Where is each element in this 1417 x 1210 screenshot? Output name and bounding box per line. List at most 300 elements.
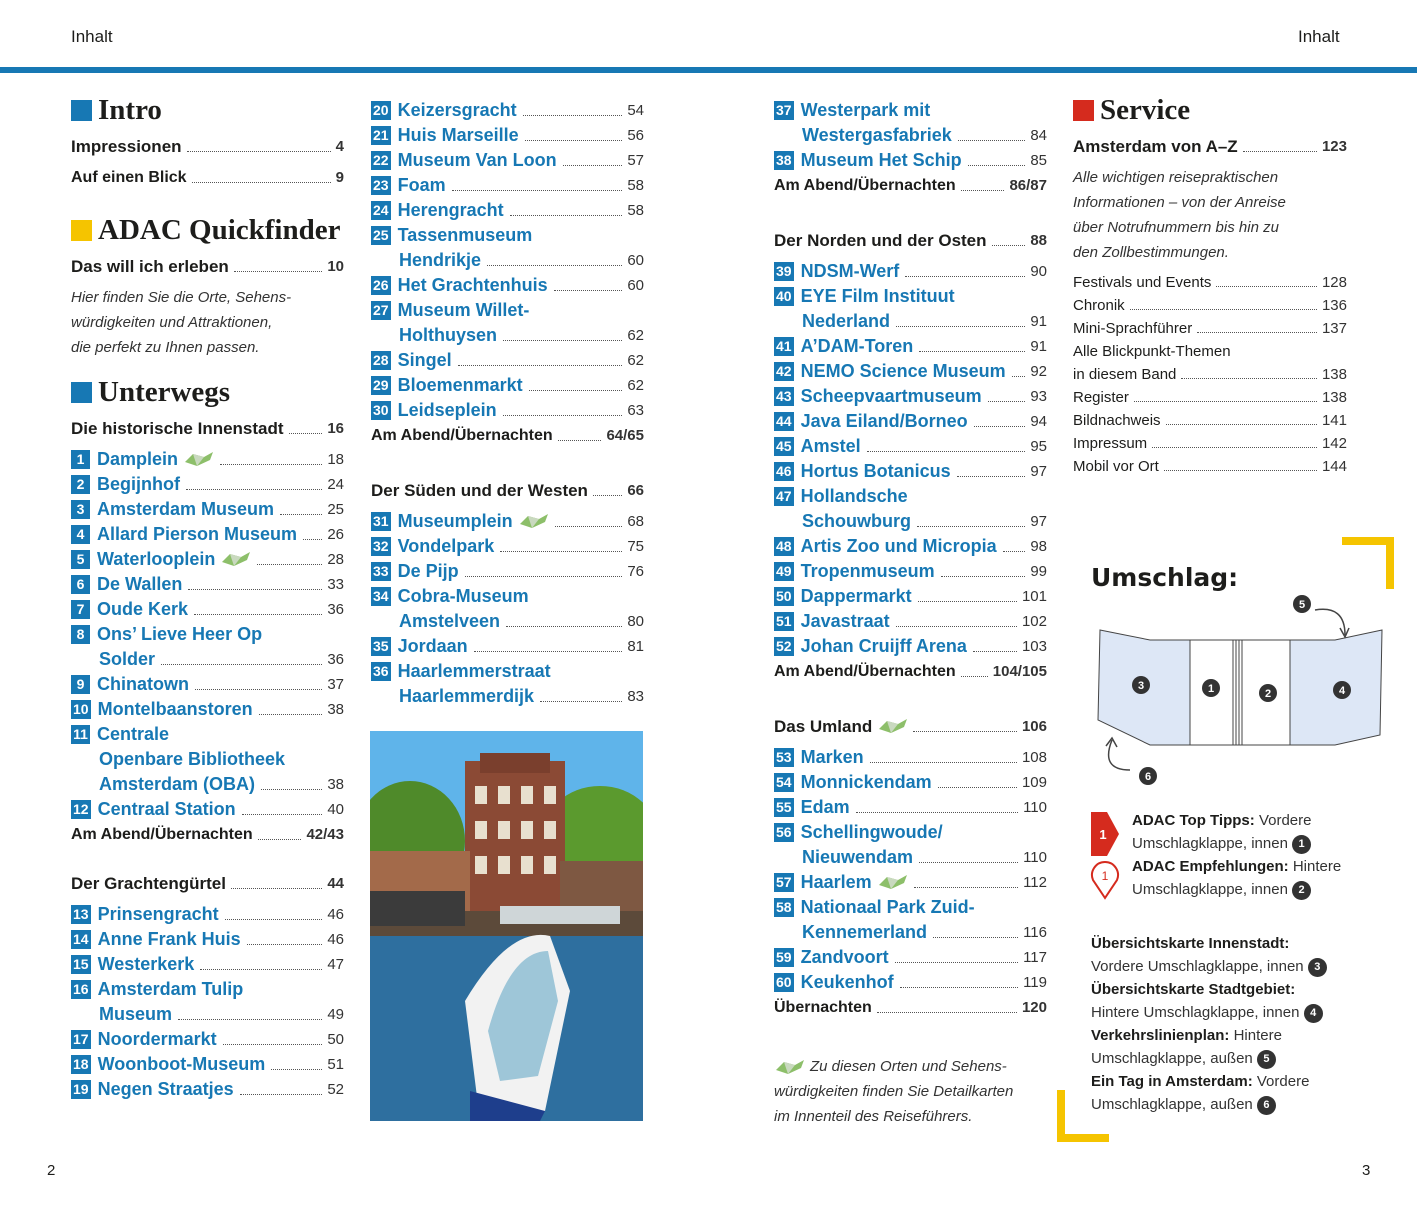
entry-number: 52 xyxy=(776,638,792,654)
entry-page: 58 xyxy=(627,202,644,219)
toc-entry[interactable] xyxy=(371,248,644,273)
entry-page: 116 xyxy=(1023,924,1047,941)
entry-number: 45 xyxy=(776,438,792,454)
service-desc: Alle wichtigen reisepraktischen Informationen – von der Anreise über Notrufnummern bis hin zu den Zollbestimmungen. xyxy=(1073,169,1286,261)
entry-number: 25 xyxy=(373,227,389,243)
entry-page: 28 xyxy=(327,551,344,568)
intro-title: Intro xyxy=(98,93,162,126)
entry-label[interactable]: Nieuwendam xyxy=(802,847,914,867)
toc-entry[interactable] xyxy=(371,684,644,709)
entry-number: 8 xyxy=(71,625,90,644)
entry-label[interactable]: Edam xyxy=(800,797,850,817)
toc-entry[interactable] xyxy=(71,447,344,472)
toc-entry[interactable] xyxy=(774,534,1047,559)
entry-label[interactable]: Keizersgracht xyxy=(397,100,517,120)
entry-label[interactable]: Het Grachtenhuis xyxy=(397,275,548,295)
service-row[interactable]: Bildnachweis 141 xyxy=(1073,412,1347,429)
entry-page: 24 xyxy=(327,476,344,493)
toc-entry[interactable] xyxy=(774,98,1047,123)
service-row[interactable]: Register 138 xyxy=(1073,389,1347,406)
cover-items: Übersichtskarte Innenstadt: Vordere Umschlagklappe, innen 3 Übersichtskarte Stadtgebiet: Hintere Umschlagklappe, innen 4 Verkehrslinienplan: Hintere Umschlagklappe, außen 5 Ein Tag in Amsterdam: Vordere Umschlagklappe, außen 6 xyxy=(1091,932,1381,1116)
service-row[interactable]: Chronik 136 xyxy=(1073,297,1347,314)
entry-number: 24 xyxy=(373,202,389,218)
entry-page: 62 xyxy=(627,352,644,369)
entry-page: 38 xyxy=(327,701,344,718)
entry-label[interactable]: Amstelveen xyxy=(399,611,501,631)
entry-number: 46 xyxy=(776,463,792,479)
toc-entry[interactable] xyxy=(71,902,344,927)
entry-number: 4 xyxy=(71,525,90,544)
entry-label[interactable]: De Wallen xyxy=(97,574,183,594)
entry-page: 81 xyxy=(627,638,644,655)
entry-page: 60 xyxy=(627,252,644,269)
toc-entry[interactable] xyxy=(371,98,644,123)
toc-entry[interactable] xyxy=(774,845,1047,870)
entry-page: 109 xyxy=(1021,774,1047,791)
entry-label[interactable]: Waterlooplein xyxy=(97,549,216,569)
entry-label[interactable]: Scheepvaartmuseum xyxy=(800,386,982,406)
entry-number: 7 xyxy=(71,600,90,619)
entry-page: 97 xyxy=(1030,513,1047,530)
entry-number: 58 xyxy=(776,899,792,915)
entry-label[interactable]: NDSM-Werf xyxy=(800,261,900,281)
entry-label[interactable]: Westerkerk xyxy=(97,954,195,974)
header-rule xyxy=(0,67,1417,73)
entry-number: 21 xyxy=(373,127,389,143)
entry-label[interactable]: Museum Willet- xyxy=(397,300,530,320)
entry-number: 28 xyxy=(373,352,389,368)
entry-label[interactable]: Amsterdam Tulip xyxy=(97,979,244,999)
toc-entry[interactable] xyxy=(774,259,1047,284)
entry-number: 6 xyxy=(71,575,90,594)
entry-page: 37 xyxy=(327,676,344,693)
entry-number: 54 xyxy=(776,774,792,790)
entry-number: 17 xyxy=(73,1031,89,1047)
toc-entry[interactable] xyxy=(71,1002,344,1027)
entry-label[interactable]: Allard Pierson Museum xyxy=(97,524,298,544)
entry-page: 91 xyxy=(1030,313,1047,330)
entry-label[interactable]: Centrale xyxy=(97,724,170,744)
entry-number: 18 xyxy=(73,1056,89,1072)
entry-page: 46 xyxy=(327,931,344,948)
page-number-left: 2 xyxy=(47,1162,56,1179)
entry-label[interactable]: Museumplein xyxy=(397,511,513,531)
entry-page: 57 xyxy=(627,152,644,169)
entry-page: 54 xyxy=(627,102,644,119)
toc-entry[interactable] xyxy=(774,359,1047,384)
toc-row[interactable]: Impressionen 4 xyxy=(71,137,344,156)
toc-entry[interactable] xyxy=(371,634,644,659)
number-marker: 4 xyxy=(1304,1004,1323,1023)
number-marker: 2 xyxy=(1292,881,1311,900)
entry-label[interactable]: Monnickendam xyxy=(800,772,932,792)
entry-number: 23 xyxy=(373,177,389,193)
entry-number: 10 xyxy=(73,701,89,717)
toc-entry[interactable] xyxy=(774,559,1047,584)
entry-page: 40 xyxy=(327,801,344,818)
entry-label[interactable]: Hendrikje xyxy=(399,250,482,270)
entry-number: 37 xyxy=(776,102,792,118)
entry-page: 26 xyxy=(327,526,344,543)
map-icon xyxy=(878,717,908,735)
toc-entry[interactable] xyxy=(71,1027,344,1052)
toc-entry[interactable] xyxy=(774,895,1047,920)
quickfinder-heading: ADAC Quickfinder xyxy=(71,212,344,248)
entry-label[interactable]: Zandvoort xyxy=(800,947,889,967)
entry-number: 30 xyxy=(373,402,389,418)
toc-entry[interactable] xyxy=(774,745,1047,770)
entry-label[interactable]: Huis Marseille xyxy=(397,125,519,145)
entry-page: 58 xyxy=(627,177,644,194)
entry-page: 91 xyxy=(1030,338,1047,355)
entry-label[interactable]: Nederland xyxy=(802,311,891,331)
entry-label[interactable]: Haarlemmerstraat xyxy=(397,661,551,681)
entry-label[interactable]: Noordermarkt xyxy=(97,1029,217,1049)
entry-label[interactable]: Chinatown xyxy=(97,674,189,694)
toc-entry[interactable] xyxy=(371,173,644,198)
toc-entry[interactable] xyxy=(774,945,1047,970)
entry-label[interactable]: Java Eiland/Borneo xyxy=(800,411,968,431)
toc-row[interactable]: Amsterdam von A–Z 123 xyxy=(1073,137,1347,156)
entry-label[interactable]: Oude Kerk xyxy=(97,599,189,619)
empfehlung-icon xyxy=(1089,858,1121,902)
map-icon xyxy=(774,1058,806,1076)
toc-entry[interactable] xyxy=(371,223,644,248)
toc-entry[interactable] xyxy=(371,609,644,634)
entry-label[interactable]: Johan Cruijff Arena xyxy=(800,636,967,656)
entry-label[interactable]: A’DAM-Toren xyxy=(800,336,914,356)
entry-label[interactable]: Holthuysen xyxy=(399,325,498,345)
entry-label[interactable]: Hollandsche xyxy=(800,486,908,506)
entry-label[interactable]: Marken xyxy=(800,747,864,767)
entry-label[interactable]: Anne Frank Huis xyxy=(97,929,241,949)
entry-label[interactable]: EYE Film Instituut xyxy=(800,286,955,306)
toc-entry[interactable] xyxy=(71,952,344,977)
entry-number: 9 xyxy=(71,675,90,694)
toc-entry[interactable] xyxy=(774,123,1047,148)
entry-label[interactable]: Nationaal Park Zuid- xyxy=(800,897,975,917)
toc-entry[interactable] xyxy=(774,795,1047,820)
entry-page: 62 xyxy=(627,327,644,344)
entry-label[interactable]: Westerpark mit xyxy=(800,100,931,120)
toc-entry[interactable] xyxy=(371,398,644,423)
entry-label[interactable]: Openbare Bibliotheek xyxy=(99,749,286,769)
cover-marker-label: 1 xyxy=(1207,683,1215,695)
toc-entry[interactable] xyxy=(71,497,344,522)
entry-number: 35 xyxy=(373,638,389,654)
service-row[interactable]: Festivals und Events 128 xyxy=(1073,274,1347,291)
entry-page: 98 xyxy=(1030,538,1047,555)
map-icon xyxy=(878,873,908,891)
number-marker: 6 xyxy=(1257,1096,1276,1115)
cover-title: Umschlag: xyxy=(1091,563,1239,592)
toc-entry[interactable] xyxy=(774,484,1047,509)
entry-page: 75 xyxy=(627,538,644,555)
entry-number: 57 xyxy=(776,874,792,890)
toc-entry[interactable] xyxy=(371,534,644,559)
entry-label[interactable]: Ons’ Lieve Heer Op xyxy=(97,624,263,644)
entry-label[interactable]: Centraal Station xyxy=(97,799,236,819)
entry-page: 47 xyxy=(327,956,344,973)
toc-entry[interactable] xyxy=(71,572,344,597)
toc-entry[interactable] xyxy=(371,298,644,323)
service-column xyxy=(1073,92,1347,478)
service-row[interactable]: Mobil vor Ort 144 xyxy=(1073,458,1347,475)
entry-label[interactable]: Artis Zoo und Micropia xyxy=(800,536,997,556)
evening-row[interactable]: Übernachten 120 xyxy=(774,999,1047,1016)
toc-entry[interactable] xyxy=(71,472,344,497)
toc-entry[interactable] xyxy=(71,977,344,1002)
entry-number: 34 xyxy=(373,588,389,604)
map-note: Zu diesen Orten und Sehens- würdigkeiten finden Sie Detailkarten im Innenteil des Reiseführers. xyxy=(774,1058,1014,1125)
entry-label[interactable]: Woonboot-Museum xyxy=(97,1054,266,1074)
entry-page: 117 xyxy=(1023,949,1047,966)
entry-page: 68 xyxy=(627,513,644,530)
entry-label[interactable]: Damplein xyxy=(97,449,179,469)
entry-page: 36 xyxy=(327,651,344,668)
entry-label[interactable]: Cobra-Museum xyxy=(397,586,529,606)
entry-number: 44 xyxy=(776,413,792,429)
entry-page: 76 xyxy=(627,563,644,580)
entry-page: 38 xyxy=(327,776,344,793)
toc-entry[interactable] xyxy=(71,797,344,822)
toc-column-3 xyxy=(774,98,1047,1020)
toc-entry[interactable] xyxy=(71,522,344,547)
entry-label[interactable]: Singel xyxy=(397,350,452,370)
entry-label[interactable]: Tassenmuseum xyxy=(397,225,533,245)
entry-page: 95 xyxy=(1030,438,1047,455)
entry-number: 14 xyxy=(73,931,89,947)
entry-page: 101 xyxy=(1021,588,1047,605)
entry-label[interactable]: Kennemerland xyxy=(802,922,928,942)
toc-entry[interactable] xyxy=(371,123,644,148)
toc-entry[interactable] xyxy=(774,609,1047,634)
entry-page: 110 xyxy=(1023,799,1047,816)
entry-label[interactable]: Amsterdam (OBA) xyxy=(99,774,256,794)
toc-entry[interactable] xyxy=(774,970,1047,995)
service-row[interactable]: Alle Blickpunkt-Themen xyxy=(1073,343,1231,360)
service-row[interactable]: Mini-Sprachführer 137 xyxy=(1073,320,1347,337)
toc-entry[interactable] xyxy=(71,722,344,747)
service-row[interactable]: Impressum 142 xyxy=(1073,435,1347,452)
intro-heading xyxy=(71,92,344,128)
evening-row[interactable]: Am Abend/Übernachten 104/105 xyxy=(774,663,1047,680)
toc-entry[interactable] xyxy=(71,772,344,797)
service-heading: Service xyxy=(1073,92,1347,128)
entry-number: 27 xyxy=(373,302,389,318)
toc-entry[interactable] xyxy=(774,920,1047,945)
entry-page: 62 xyxy=(627,377,644,394)
entry-number: 33 xyxy=(373,563,389,579)
entry-label[interactable]: Keukenhof xyxy=(800,972,894,992)
entry-label[interactable]: Museum xyxy=(99,1004,173,1024)
entry-number: 20 xyxy=(373,102,389,118)
number-marker: 1 xyxy=(1292,835,1311,854)
toc-entry[interactable] xyxy=(774,459,1047,484)
entry-number: 15 xyxy=(73,956,89,972)
header-right: Inhalt xyxy=(1298,27,1340,46)
toc-entry[interactable] xyxy=(774,434,1047,459)
toc-entry[interactable] xyxy=(774,309,1047,334)
toc-entry[interactable] xyxy=(71,547,344,572)
entry-label[interactable]: Museum Het Schip xyxy=(800,150,962,170)
entry-label[interactable]: Prinsengracht xyxy=(97,904,219,924)
toc-row[interactable]: Auf einen Blick 9 xyxy=(71,169,344,186)
entry-number: 41 xyxy=(776,338,792,354)
entry-label[interactable]: Javastraat xyxy=(800,611,890,631)
entry-page: 60 xyxy=(627,277,644,294)
toc-entry[interactable] xyxy=(774,284,1047,309)
entry-label[interactable]: Solder xyxy=(99,649,156,669)
toc-entry[interactable] xyxy=(71,597,344,622)
group-heading[interactable]: Das Umland 106 xyxy=(774,717,1047,736)
entry-label[interactable]: Herengracht xyxy=(397,200,504,220)
entry-number: 39 xyxy=(776,263,792,279)
entry-page: 119 xyxy=(1023,974,1047,991)
toc-entry[interactable] xyxy=(371,323,644,348)
toc-entry[interactable] xyxy=(774,770,1047,795)
toc-entry[interactable] xyxy=(371,659,644,684)
entry-label[interactable]: Schouwburg xyxy=(802,511,911,531)
toc-entry[interactable] xyxy=(71,622,344,647)
toc-entry[interactable] xyxy=(774,384,1047,409)
entry-number: 19 xyxy=(73,1081,89,1097)
toc-entry[interactable] xyxy=(774,409,1047,434)
entry-label[interactable]: De Pijp xyxy=(397,561,459,581)
cover-marker-label: 4 xyxy=(1338,685,1346,697)
entry-label[interactable]: Vondelpark xyxy=(397,536,495,556)
toc-entry[interactable] xyxy=(371,273,644,298)
toc-entry[interactable] xyxy=(774,870,1047,895)
entry-number: 60 xyxy=(776,974,792,990)
entry-label[interactable]: Amsterdam Museum xyxy=(97,499,275,519)
unterwegs-heading: Unterwegs xyxy=(71,374,344,410)
entry-number: 32 xyxy=(373,538,389,554)
entry-number: 48 xyxy=(776,538,792,554)
entry-label[interactable]: Museum Van Loon xyxy=(397,150,557,170)
entry-page: 110 xyxy=(1023,849,1047,866)
entry-number: 51 xyxy=(776,613,792,629)
toc-entry[interactable] xyxy=(774,148,1047,173)
toc-entry[interactable] xyxy=(71,672,344,697)
svg-text:1: 1 xyxy=(1099,827,1107,842)
toc-entry[interactable] xyxy=(774,334,1047,359)
toc-entry[interactable] xyxy=(774,820,1047,845)
entry-number: 42 xyxy=(776,363,792,379)
evening-row[interactable]: Am Abend/Übernachten 86/87 xyxy=(774,177,1047,194)
toc-entry[interactable] xyxy=(371,584,644,609)
intro-square-icon xyxy=(71,100,92,121)
svg-text:1: 1 xyxy=(1101,869,1109,883)
group-heading[interactable]: Der Grachtengürtel 44 xyxy=(71,874,344,893)
entry-page: 52 xyxy=(327,1081,344,1098)
entry-number: 31 xyxy=(373,513,389,529)
page-number-right: 3 xyxy=(1362,1162,1371,1179)
evening-row[interactable]: Am Abend/Übernachten 42/43 xyxy=(71,826,344,843)
toc-row[interactable]: Das will ich erleben 10 xyxy=(71,257,344,276)
entry-page: 25 xyxy=(327,501,344,518)
entry-label[interactable]: Haarlemmerdijk xyxy=(399,686,535,706)
entry-number: 2 xyxy=(71,475,90,494)
entry-label[interactable]: Leidseplein xyxy=(397,400,497,420)
toc-entry[interactable] xyxy=(71,747,344,772)
toc-entry[interactable] xyxy=(371,148,644,173)
entry-label[interactable]: Amstel xyxy=(800,436,861,456)
toc-entry[interactable] xyxy=(371,509,644,534)
entry-label[interactable]: Montelbaanstoren xyxy=(97,699,253,719)
toc-entry[interactable] xyxy=(371,373,644,398)
entry-page: 103 xyxy=(1021,638,1047,655)
service-row[interactable]: in diesem Band 138 xyxy=(1073,366,1347,383)
toc-entry[interactable] xyxy=(71,1052,344,1077)
entry-page: 36 xyxy=(327,601,344,618)
top-tipp-icon xyxy=(1089,810,1121,858)
entry-label[interactable]: Negen Straatjes xyxy=(97,1079,234,1099)
entry-label[interactable]: Haarlem xyxy=(800,872,872,892)
map-icon xyxy=(519,512,549,530)
group-heading[interactable]: Der Norden und der Osten 88 xyxy=(774,231,1047,250)
entry-label[interactable]: Tropenmuseum xyxy=(800,561,935,581)
entry-page: 94 xyxy=(1030,413,1047,430)
entry-page: 93 xyxy=(1030,388,1047,405)
entry-page: 112 xyxy=(1023,874,1047,891)
entry-number: 5 xyxy=(71,550,90,569)
entry-label[interactable]: Jordaan xyxy=(397,636,468,656)
toc-entry[interactable] xyxy=(71,927,344,952)
entry-page: 56 xyxy=(627,127,644,144)
toc-entry[interactable] xyxy=(71,1077,344,1102)
entry-label[interactable]: Bloemenmarkt xyxy=(397,375,523,395)
toc-entry[interactable] xyxy=(774,584,1047,609)
entry-number: 59 xyxy=(776,949,792,965)
entry-page: 85 xyxy=(1030,152,1047,169)
entry-number: 16 xyxy=(73,981,89,997)
toc-entry[interactable] xyxy=(371,198,644,223)
entry-label[interactable]: Begijnhof xyxy=(97,474,180,494)
entry-page: 49 xyxy=(327,1006,344,1023)
entry-label[interactable]: NEMO Science Museum xyxy=(800,361,1006,381)
entry-label[interactable]: Dappermarkt xyxy=(800,586,912,606)
group-heading[interactable]: Der Süden und der Westen 66 xyxy=(371,481,644,500)
group-heading[interactable]: Die historische Innenstadt 16 xyxy=(71,419,344,438)
canal-photo xyxy=(370,731,643,1121)
map-icon xyxy=(221,550,251,568)
entry-label[interactable]: Westergasfabriek xyxy=(802,125,952,145)
entry-page: 99 xyxy=(1030,563,1047,580)
entry-page: 63 xyxy=(627,402,644,419)
entry-label[interactable]: Hortus Botanicus xyxy=(800,461,951,481)
service-square-icon xyxy=(1073,100,1094,121)
toc-column-1 xyxy=(71,92,344,1102)
cover-marker-label: 6 xyxy=(1144,771,1152,783)
evening-row[interactable]: Am Abend/Übernachten 64/65 xyxy=(371,427,644,444)
entry-number: 29 xyxy=(373,377,389,393)
toc-entry[interactable] xyxy=(371,559,644,584)
toc-entry[interactable] xyxy=(71,647,344,672)
entry-label[interactable]: Schellingwoude/ xyxy=(800,822,943,842)
toc-entry[interactable] xyxy=(371,348,644,373)
entry-page: 108 xyxy=(1021,749,1047,766)
entry-number: 40 xyxy=(776,288,792,304)
toc-entry[interactable] xyxy=(774,634,1047,659)
entry-number: 49 xyxy=(776,563,792,579)
toc-entry[interactable] xyxy=(71,697,344,722)
entry-label[interactable]: Foam xyxy=(397,175,446,195)
entry-number: 12 xyxy=(73,801,89,817)
toc-entry[interactable] xyxy=(774,509,1047,534)
number-marker: 3 xyxy=(1308,958,1327,977)
entry-page: 83 xyxy=(627,688,644,705)
